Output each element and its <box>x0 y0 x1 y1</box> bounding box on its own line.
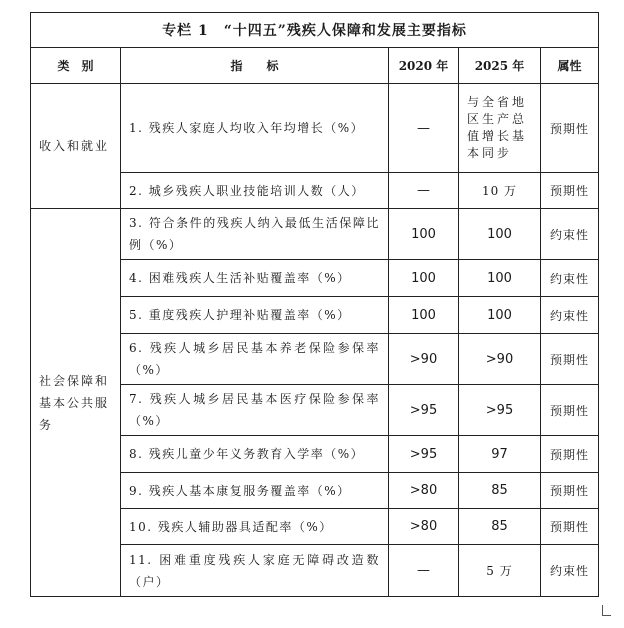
indicator-cell: 11. 困难重度残疾人家庭无障碍改造数（户） <box>121 545 389 597</box>
value-2025: 100 <box>459 260 541 297</box>
value-2025: 5 万 <box>459 545 541 597</box>
attribute-cell: 预期性 <box>541 436 599 473</box>
attribute-cell: 预期性 <box>541 334 599 385</box>
header-category: 类 别 <box>31 48 121 84</box>
attribute-cell: 预期性 <box>541 84 599 173</box>
attribute-cell: 约束性 <box>541 297 599 334</box>
header-2025: 2025 年 <box>459 48 541 84</box>
attribute-cell: 预期性 <box>541 473 599 509</box>
value-2020: >80 <box>389 473 459 509</box>
indicator-cell: 9. 残疾人基本康复服务覆盖率（%） <box>121 473 389 509</box>
value-2020: >95 <box>389 436 459 473</box>
indicator-cell: 7. 残疾人城乡居民基本医疗保险参保率（%） <box>121 385 389 436</box>
indicator-cell: 4. 困难残疾人生活补贴覆盖率（%） <box>121 260 389 297</box>
attribute-cell: 预期性 <box>541 385 599 436</box>
header-2020: 2020 年 <box>389 48 459 84</box>
value-2025: 85 <box>459 473 541 509</box>
value-2025: 10 万 <box>459 173 541 209</box>
value-2020: 100 <box>389 260 459 297</box>
indicator-cell: 2. 城乡残疾人职业技能培训人数（人） <box>121 173 389 209</box>
header-indicator: 指 标 <box>121 48 389 84</box>
attribute-cell: 预期性 <box>541 173 599 209</box>
indicator-cell: 6. 残疾人城乡居民基本养老保险参保率（%） <box>121 334 389 385</box>
value-2025: 100 <box>459 297 541 334</box>
value-2020: 100 <box>389 209 459 260</box>
category-income-employment: 收入和就业 <box>31 84 121 209</box>
table-row <box>31 84 599 173</box>
table-title-row <box>31 13 599 48</box>
table-row <box>31 209 599 260</box>
indicator-cell: 5. 重度残疾人护理补贴覆盖率（%） <box>121 297 389 334</box>
category-social-security: 社会保障和基本公共服务 <box>31 209 121 597</box>
table-header-row <box>31 48 599 84</box>
indicator-table-container <box>30 12 598 597</box>
indicator-cell: 1. 残疾人家庭人均收入年均增长（%） <box>121 84 389 173</box>
indicator-cell: 3. 符合条件的残疾人纳入最低生活保障比例（%） <box>121 209 389 260</box>
indicator-cell: 10. 残疾人辅助器具适配率（%） <box>121 509 389 545</box>
value-2020: >90 <box>389 334 459 385</box>
table-title: 专栏 1 “十四五”残疾人保障和发展主要指标 <box>31 13 599 48</box>
value-2020: — <box>389 84 459 173</box>
indicator-cell: 8. 残疾儿童少年义务教育入学率（%） <box>121 436 389 473</box>
value-2025: 与全省地区生产总值增长基本同步 <box>459 84 541 173</box>
value-2025: >95 <box>459 385 541 436</box>
value-2020: 100 <box>389 297 459 334</box>
header-attribute: 属性 <box>541 48 599 84</box>
paragraph-end-mark <box>602 605 611 616</box>
value-2025: 100 <box>459 209 541 260</box>
value-2020: >95 <box>389 385 459 436</box>
attribute-cell: 约束性 <box>541 545 599 597</box>
value-2020: — <box>389 173 459 209</box>
attribute-cell: 预期性 <box>541 509 599 545</box>
value-2025: 85 <box>459 509 541 545</box>
value-2025: 97 <box>459 436 541 473</box>
attribute-cell: 约束性 <box>541 260 599 297</box>
value-2025: >90 <box>459 334 541 385</box>
indicator-table <box>30 12 599 597</box>
attribute-cell: 约束性 <box>541 209 599 260</box>
value-2020: >80 <box>389 509 459 545</box>
value-2020: — <box>389 545 459 597</box>
